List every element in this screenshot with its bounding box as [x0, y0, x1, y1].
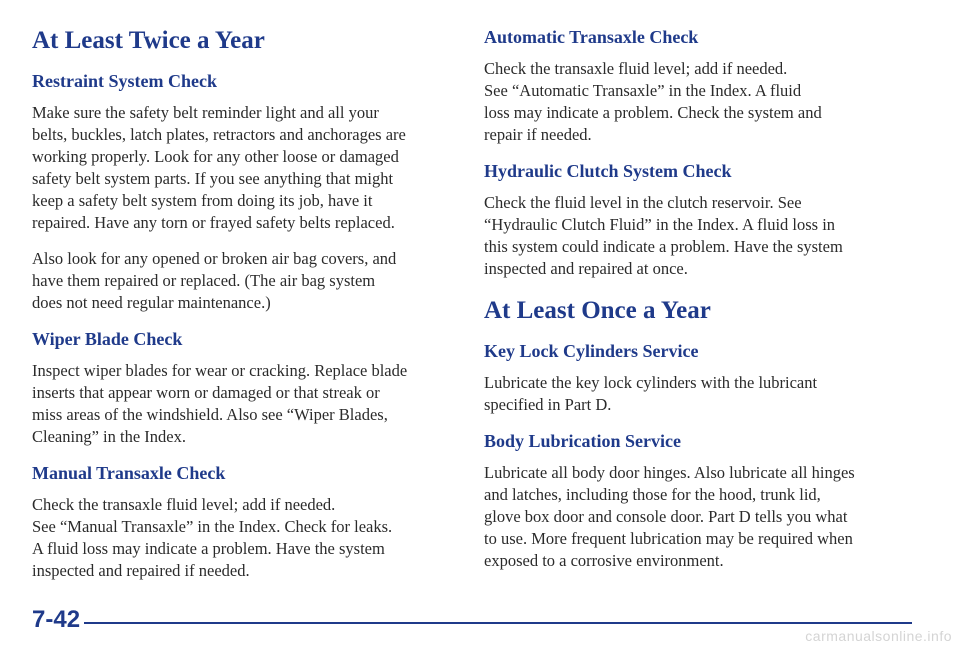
body-paragraph: [484, 58, 920, 146]
body-paragraph: [32, 102, 452, 234]
paragraph-line: Also look for any opened or broken air bag covers, and: [32, 249, 397, 268]
section-hydraulic-clutch-system-check: [484, 160, 920, 280]
paragraph-line: exposed to a corrosive environment.: [484, 551, 724, 570]
footer-rule: [84, 622, 912, 624]
paragraph-line: miss areas of the windshield. Also see “Wiper Blades,: [32, 405, 388, 424]
paragraph-line: Lubricate the key lock cylinders with the lubricant: [484, 373, 818, 392]
paragraph-line: Make sure the safety belt reminder light and all your: [32, 103, 379, 122]
body-paragraph: [484, 372, 920, 416]
page-number: 7-42: [32, 606, 81, 633]
paragraph-line: does not need regular maintenance.): [32, 293, 271, 312]
paragraph-line: Inspect wiper blades for wear or cracking. Replace blade: [32, 361, 408, 380]
paragraph-line: Lubricate all body door hinges. Also lubricate all hinges: [484, 463, 855, 482]
paragraph-line: have them repaired or replaced. (The air bag system: [32, 271, 376, 290]
section-heading: Restraint System Check: [32, 71, 217, 91]
paragraph-line: “Hydraulic Clutch Fluid” in the Index. A fluid loss in: [484, 215, 836, 234]
paragraph-line: Cleaning” in the Index.: [32, 427, 186, 446]
paragraph-line: repaired. Have any torn or frayed safety belts replaced.: [32, 213, 395, 232]
paragraph-line: to use. More frequent lubrication may be required when: [484, 529, 853, 548]
watermark-text: carmanualsonline.info: [805, 628, 952, 644]
right-column: [484, 26, 920, 586]
paragraph-line: Check the fluid level in the clutch reservoir. See: [484, 193, 802, 212]
page-footer: [32, 606, 912, 634]
body-paragraph: [484, 462, 920, 572]
paragraph-line: Check the transaxle fluid level; add if needed.: [32, 495, 336, 514]
paragraph-line: safety belt system parts. If you see anything that might: [32, 169, 394, 188]
paragraph-line: and latches, including those for the hood, trunk lid,: [484, 485, 821, 504]
paragraph-line: repair if needed.: [484, 125, 592, 144]
section-restraint-system-check: [32, 70, 452, 314]
section-heading: Manual Transaxle Check: [32, 463, 226, 483]
paragraph-line: See “Automatic Transaxle” in the Index. A fluid: [484, 81, 802, 100]
body-paragraph: [32, 360, 452, 448]
section-automatic-transaxle-check: [484, 26, 920, 146]
body-paragraph: [32, 248, 452, 314]
paragraph-line: inspected and repaired at once.: [484, 259, 688, 278]
body-paragraph: [32, 494, 452, 582]
section-body-lubrication-service: [484, 430, 920, 572]
paragraph-line: A fluid loss may indicate a problem. Have the system: [32, 539, 385, 558]
paragraph-line: Check the transaxle fluid level; add if needed.: [484, 59, 788, 78]
paragraph-line: keep a safety belt system from doing its job, have it: [32, 191, 373, 210]
body-paragraph: [484, 192, 920, 280]
section-heading: Body Lubrication Service: [484, 431, 681, 451]
left-sections: [32, 70, 452, 582]
paragraph-line: working properly. Look for any other loose or damaged: [32, 147, 399, 166]
paragraph-line: loss may indicate a problem. Check the system and: [484, 103, 822, 122]
section-manual-transaxle-check: [32, 462, 452, 582]
section-heading: Wiper Blade Check: [32, 329, 183, 349]
paragraph-line: inspected and repaired if needed.: [32, 561, 250, 580]
main-heading-once-a-year: At Least Once a Year: [484, 297, 711, 324]
section-heading: Key Lock Cylinders Service: [484, 341, 699, 361]
right-sections-bottom: [484, 340, 920, 572]
right-sections-top: [484, 26, 920, 280]
section-heading: Hydraulic Clutch System Check: [484, 161, 732, 181]
section-wiper-blade-check: [32, 328, 452, 448]
section-heading: Automatic Transaxle Check: [484, 27, 699, 47]
paragraph-line: See “Manual Transaxle” in the Index. Check for leaks.: [32, 517, 393, 536]
section-key-lock-cylinders-service: [484, 340, 920, 416]
paragraph-line: inserts that appear worn or damaged or that streak or: [32, 383, 380, 402]
main-heading-twice-a-year: At Least Twice a Year: [32, 27, 265, 54]
paragraph-line: glove box door and console door. Part D tells you what: [484, 507, 848, 526]
left-column: [32, 26, 452, 596]
paragraph-line: specified in Part D.: [484, 395, 612, 414]
paragraph-line: this system could indicate a problem. Have the system: [484, 237, 843, 256]
paragraph-line: belts, buckles, latch plates, retractors and anchorages are: [32, 125, 406, 144]
